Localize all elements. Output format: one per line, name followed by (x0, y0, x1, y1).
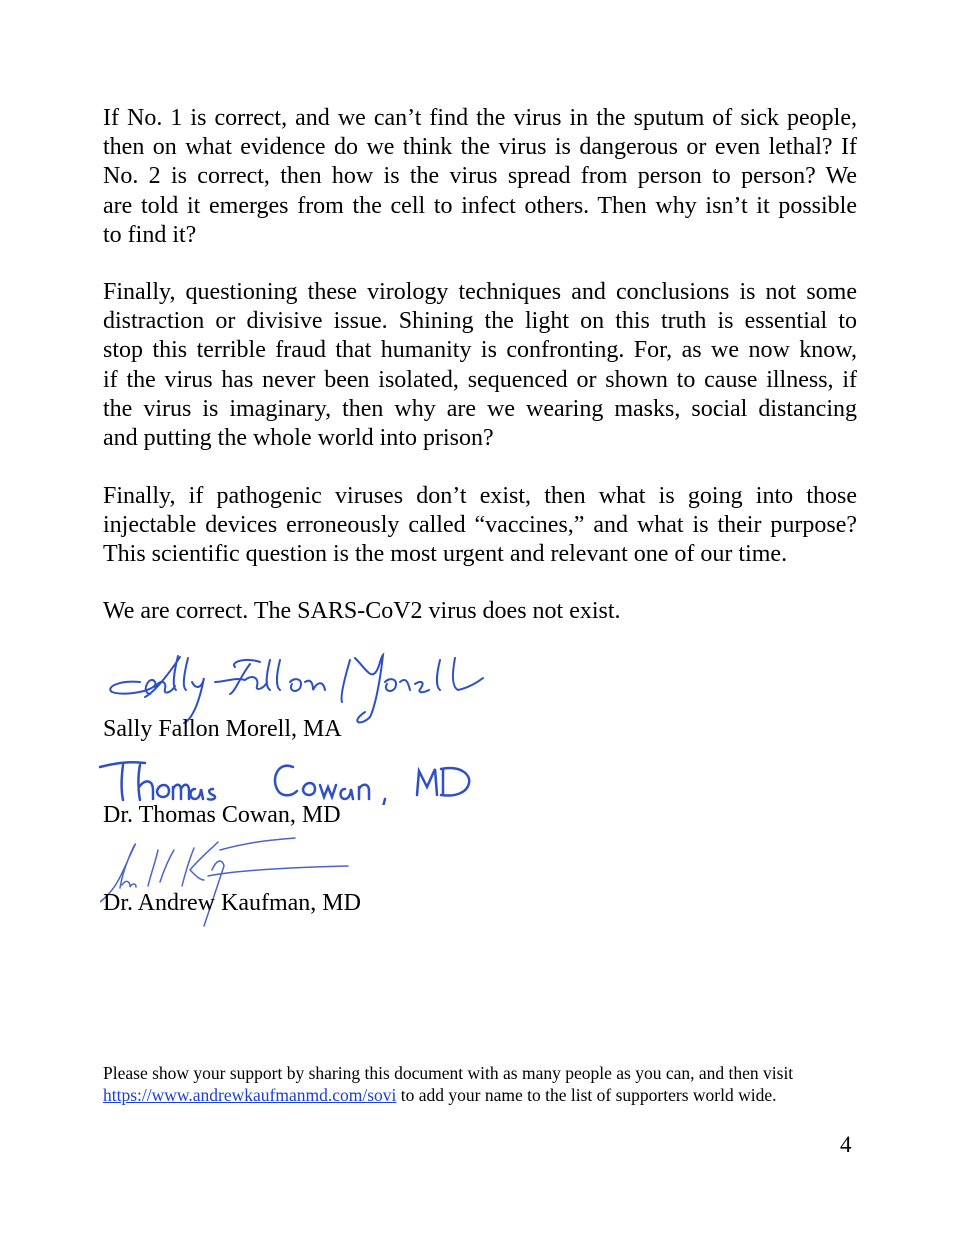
signature-thomas-cowan (95, 755, 480, 805)
text-line: then on what evidence do we think the virus is dangerous or even lethal? If (103, 134, 857, 161)
text-line: No. 2 is correct, then how is the virus spread from person to person? We (103, 163, 857, 190)
text-line: injectable devices erroneously called “vaccines,” and what is their purpose? (103, 512, 857, 539)
signatory-name: Dr. Andrew Kaufman, MD (103, 890, 361, 916)
text-line: Finally, questioning these virology techniques and conclusions is not some (103, 279, 857, 305)
footer-text: Please show your support by sharing this document with as many people as you can, and then visit (103, 1063, 794, 1083)
text-line: Finally, if pathogenic viruses don’t exist, then what is going into those (103, 483, 857, 509)
paragraph-2 (103, 278, 857, 453)
signature-andrew-kaufman (100, 830, 360, 935)
text-line: We are correct. The SARS-CoV2 virus does not exist. (103, 598, 621, 624)
text-line: and putting the whole world into prison? (103, 424, 494, 451)
page-number: 4 (840, 1132, 852, 1157)
paragraph-3 (103, 482, 857, 570)
paragraph-1 (103, 104, 857, 250)
supporters-link[interactable]: https://www.andrewkaufmanmd.com/sovi (103, 1085, 397, 1105)
text-line: stop this terrible fraud that humanity is confronting. For, as we now know, (103, 337, 857, 364)
text-line: This scientific question is the most urgent and relevant one of our time. (103, 541, 788, 568)
signatory-name: Sally Fallon Morell, MA (103, 716, 342, 742)
text-line: are told it emerges from the cell to infect others. Then why isn’t it possible (103, 192, 857, 219)
paragraph-4 (103, 597, 857, 626)
text-line: if the virus has never been isolated, sequenced or shown to cause illness, if (103, 366, 857, 393)
text-line: distraction or divisive issue. Shining the light on this truth is essential to (103, 308, 857, 335)
text-line: If No. 1 is correct, and we can’t find the virus in the sputum of sick people, (103, 105, 857, 131)
signatory-name: Dr. Thomas Cowan, MD (103, 802, 341, 828)
text-line: to find it? (103, 221, 197, 248)
footer-note (103, 1062, 863, 1106)
text-line: the virus is imaginary, then why are we wearing masks, social distancing (103, 395, 857, 422)
footer-text-after: to add your name to the list of supporters world wide. (396, 1085, 777, 1105)
